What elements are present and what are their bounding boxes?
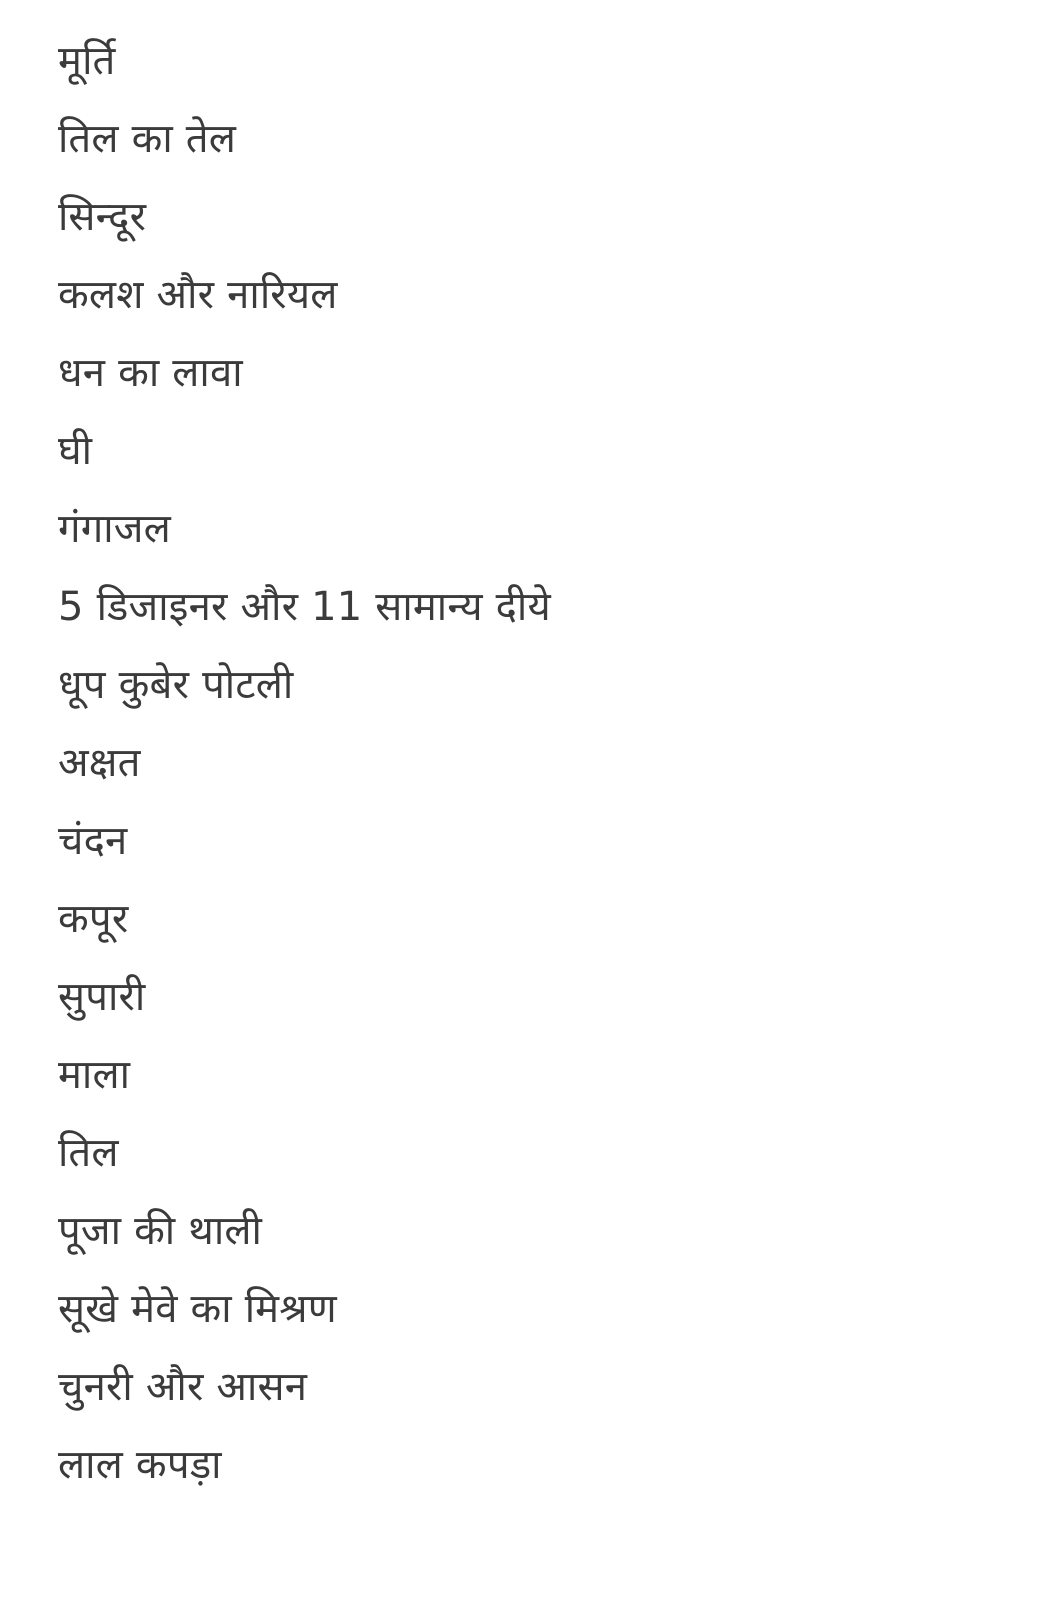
list-item: कपूर xyxy=(58,896,129,942)
list-item: गंगाजल xyxy=(58,506,171,552)
list-item: लाल कपड़ा xyxy=(58,1442,222,1488)
list-item: धूप कुबेर पोटली xyxy=(58,662,294,708)
list-item: सूखे मेवे का मिश्रण xyxy=(58,1286,337,1332)
list-item: चुनरी और आसन xyxy=(58,1364,308,1410)
list-item: मूर्ति xyxy=(58,38,116,84)
list-item: अक्षत xyxy=(58,740,141,786)
list-item: तिल xyxy=(58,1130,119,1176)
list-item: सिन्दूर xyxy=(58,194,147,240)
list-item: 5 डिजाइनर और 11 सामान्य दीये xyxy=(58,584,551,630)
list-item: सुपारी xyxy=(58,974,146,1020)
list-item: माला xyxy=(58,1052,131,1098)
puja-items-list xyxy=(58,22,1008,1504)
list-item: चंदन xyxy=(58,818,128,864)
list-item: कलश और नारियल xyxy=(58,272,338,318)
list-item: घी xyxy=(58,428,93,474)
list-item: तिल का तेल xyxy=(58,116,237,162)
list-item: पूजा की थाली xyxy=(58,1208,263,1254)
list-item: धन का लावा xyxy=(58,350,243,396)
